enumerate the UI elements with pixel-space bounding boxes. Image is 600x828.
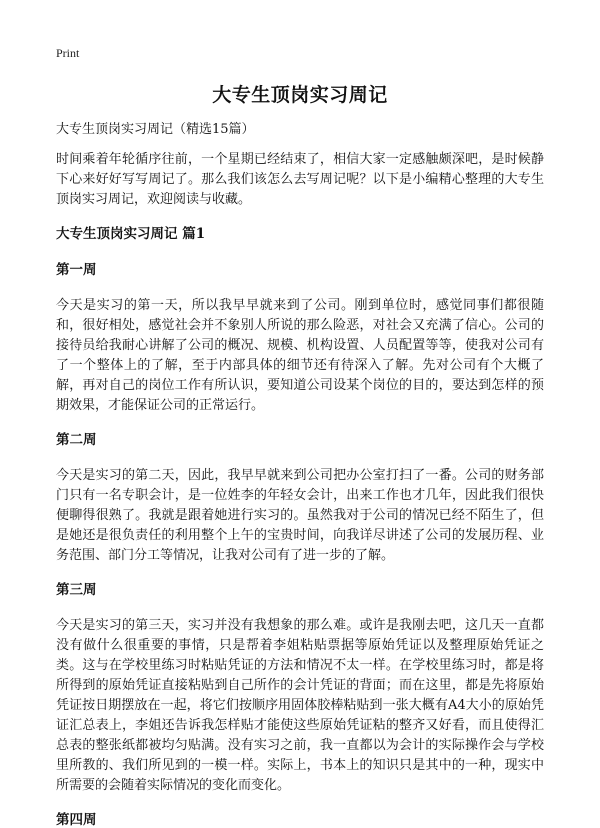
section-heading: 大专生顶岗实习周记 篇1 bbox=[56, 226, 206, 242]
print-link[interactable]: Print bbox=[56, 46, 80, 60]
week-heading-2: 第二周 bbox=[56, 432, 97, 448]
page-title: 大专生顶岗实习周记 bbox=[212, 84, 388, 106]
week-heading-3: 第三周 bbox=[56, 582, 97, 598]
week-heading-1: 第一周 bbox=[56, 262, 97, 278]
week-heading-4: 第四周 bbox=[56, 812, 97, 828]
week-paragraph-3: 今天是实习的第三天，实习并没有我想象的那么难。或许是我刚去吧，这几天一直都没有做什么很重要的事情，只是帮着李姐粘贴票据等原始凭证以及整理原始凭证之类。这与在学校里练习时粘贴凭证的方法和情况不太一样。在学校里练习时，都是将所得到的原始凭证直接粘贴到自己所作的会计凭证的背面；而在这里，都是先将原始凭证按日期摆放在一起，将它们按顺序用固体胶棒粘贴到一张大概有A4大小的原始凭证汇总表上，李姐还告诉我怎样贴才能使这些原始凭证粘的整齐又好看，而且使得汇总表的整张纸都被均匀贴满。没有实习之前，我一直都以为会计的实际操作会与学校里所教的、我们所见到的一模一样。实际上，书本上的知识只是其中的一种，现实中所需要的会随着实际情况的变化而变化。 bbox=[56, 618, 544, 793]
week-paragraph-2: 今天是实习的第二天，因此，我早早就来到公司把办公室打扫了一番。公司的财务部门只有一名专职会计，是一位姓李的年轻女会计，出来工作也才几年，因此我们很快便聊得很熟了。我就是跟着她进行实习的。虽然我对于公司的情况已经不陌生了，但是她还是很负责任的利用整个上午的宝贵时间，向我详尽讲述了公司的发展历程、业务范围、部门分工等情况，让我对公司有了进一步的了解。 bbox=[56, 468, 544, 563]
document-subtitle: 大专生顶岗实习周记（精选15篇） bbox=[56, 122, 255, 137]
intro-paragraph: 时间乘着年轮循序往前，一个星期已经结束了，相信大家一定感触颇深吧，是时候静下心来好好写写周记了。那么我们该怎么去写周记呢？以下是小编精心整理的大专生顶岗实习周记，欢迎阅读与收藏。 bbox=[56, 152, 544, 207]
document-body bbox=[56, 120, 544, 828]
week-paragraph-1: 今天是实习的第一天，所以我早早就来到了公司。刚到单位时，感觉同事们都很随和，很好相处，感觉社会并不象别人所说的那么险恶，对社会又充满了信心。公司的接待员给我耐心讲解了公司的概况、规模、机构设置、人员配置等等，使我对公司有了一个整体上的了解，至于内部具体的细节还有待深入了解。先对公司有个大概了解，再对自己的岗位工作有所认识，要知道公司设某个岗位的目的，要达到怎样的预期效果，才能保证公司的正常运行。 bbox=[56, 298, 544, 413]
